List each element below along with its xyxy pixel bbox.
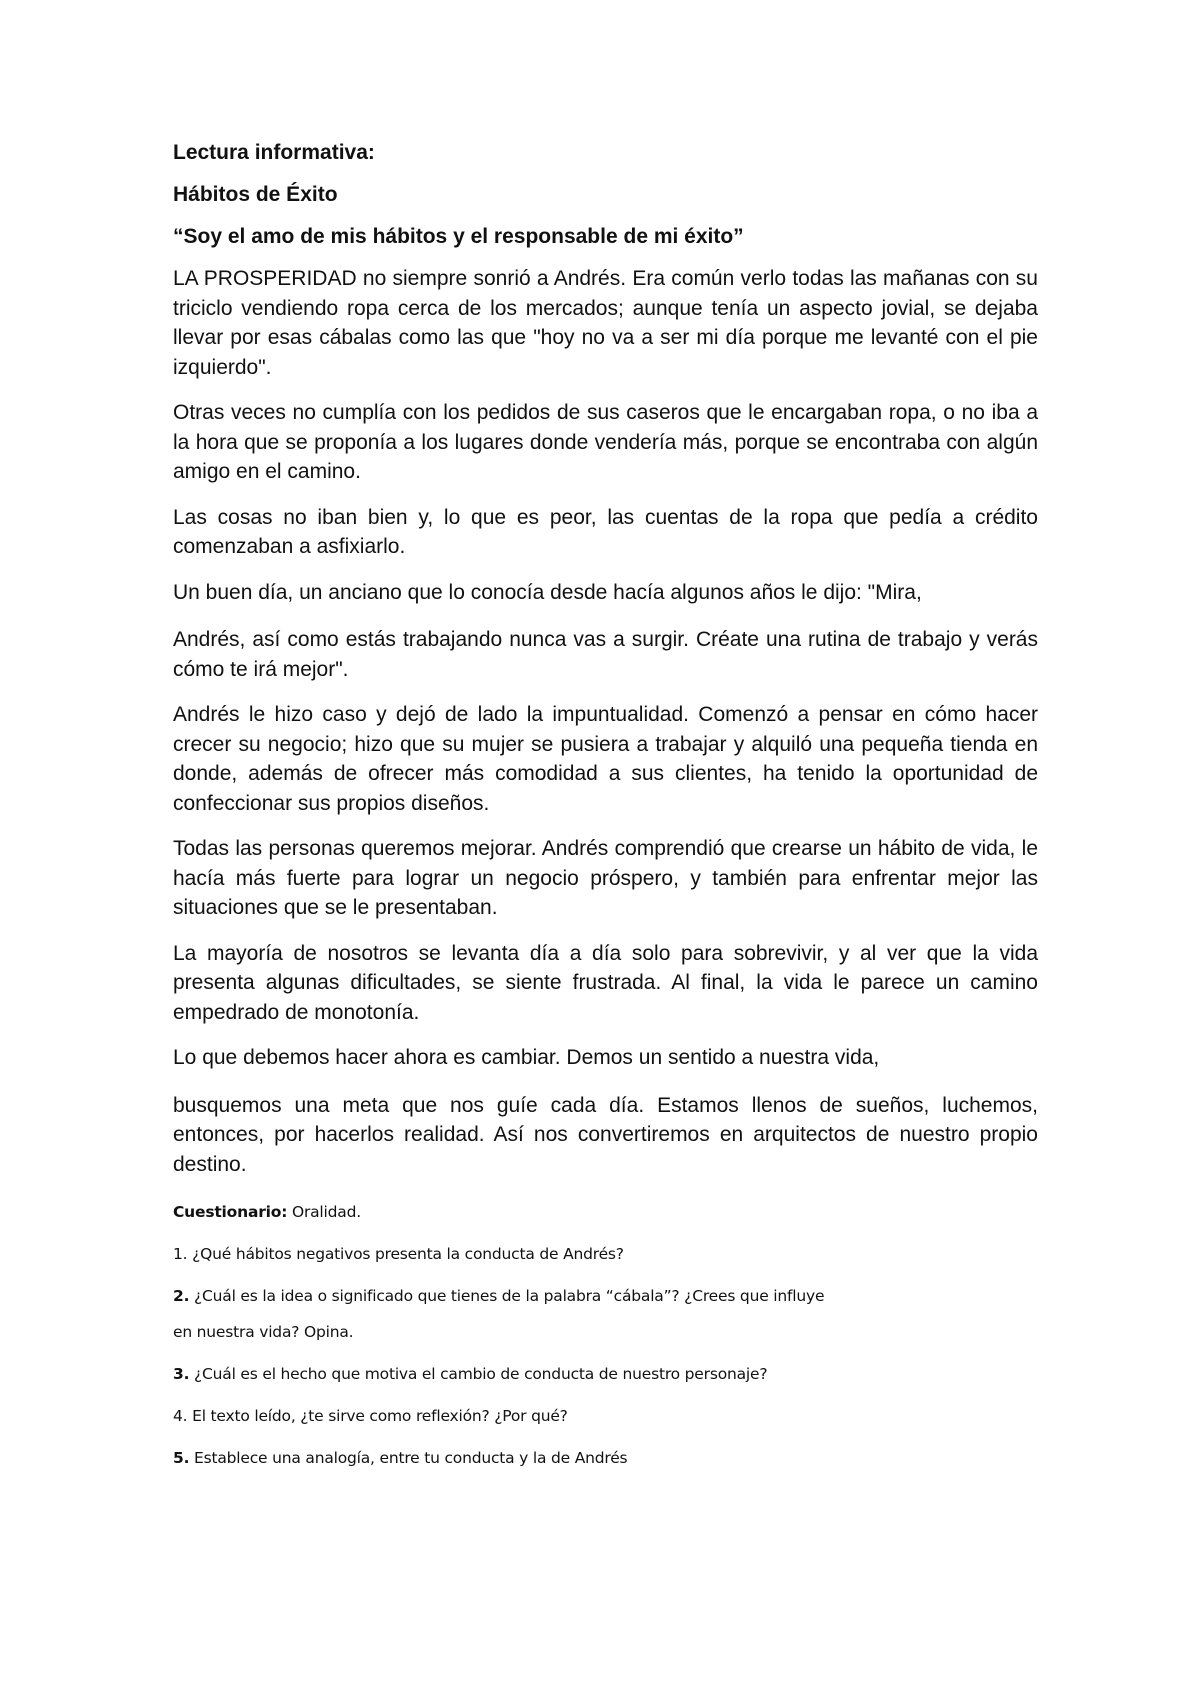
question-5-text: Establece una analogía, entre tu conducta y la de Andrés — [189, 1449, 628, 1467]
question-1-number: 1. — [173, 1245, 188, 1263]
question-4-number: 4. — [173, 1407, 188, 1425]
paragraph-4: Un buen día, un anciano que lo conocía desde hacía algunos años le dijo: "Mira, — [173, 580, 922, 604]
paragraph-1: LA PROSPERIDAD no siempre sonrió a Andrés. Era común verlo todas las mañanas con su triciclo vendiendo ropa cerca de los mercados; aunque tenía un aspecto jovial, se dejaba llevar por esas cábalas como las que "hoy no va a ser mi día porque me levanté con el pie izquierdo". — [173, 267, 1038, 379]
question-5-number: 5. — [173, 1449, 190, 1467]
paragraph-2: Otras veces no cumplía con los pedidos de sus caseros que le encargaban ropa, o no iba a la hora que se proponía a los lugares donde vendería más, porque se encontraba con algún amigo en el camino. — [173, 401, 1038, 483]
paragraph-3: Las cosas no iban bien y, lo que es peor, las cuentas de la ropa que pedía a crédito comenzaban a asfixiarlo. — [173, 505, 1038, 558]
question-2 — [173, 1285, 1038, 1307]
questionnaire-title-label: Cuestionario: — [173, 1203, 288, 1221]
question-4 — [173, 1405, 1038, 1427]
paragraph-7: Todas las personas queremos mejorar. Andrés comprendió que crearse un hábito de vida, le hacía más fuerte para lograr un negocio próspero, y también para enfrentar mejor las situaciones que se le presentaban. — [173, 837, 1038, 919]
paragraph-10: busquemos una meta que nos guíe cada día. Estamos llenos de sueños, luchemos, entonces, por hacerlos realidad. Así nos convertiremos en arquitectos de nuestro propio destino. — [173, 1093, 1038, 1176]
question-4-text: El texto leído, ¿te sirve como reflexión? ¿Por qué? — [187, 1407, 568, 1425]
reading-title: Hábitos de Éxito — [173, 183, 338, 206]
question-3-text: ¿Cuál es el hecho que motiva el cambio de conducta de nuestro personaje? — [189, 1365, 768, 1383]
reading-type-heading: Lectura informativa: — [173, 141, 375, 164]
question-1-text: ¿Qué hábitos negativos presenta la conducta de Andrés? — [187, 1245, 624, 1263]
question-1 — [173, 1243, 1038, 1265]
paragraph-9: Lo que debemos hacer ahora es cambiar. Demos un sentido a nuestra vida, — [173, 1046, 880, 1069]
reading-quote: “Soy el amo de mis hábitos y el responsable de mi éxito” — [173, 225, 744, 248]
question-5 — [173, 1447, 1038, 1469]
paragraph-6: Andrés le hizo caso y dejó de lado la impuntualidad. Comenzó a pensar en cómo hacer crecer su negocio; hizo que su mujer se pusiera a trabajar y alquiló una pequeña tienda en donde, además de ofrecer más comodidad a sus clientes, ha tenido la oportunidad de confeccionar sus propios diseños. — [173, 703, 1038, 815]
question-3-number: 3. — [173, 1365, 190, 1383]
question-2-text: ¿Cuál es la idea o significado que tienes de la palabra “cábala”? ¿Crees que influye — [189, 1287, 825, 1305]
question-2-continuation: en nuestra vida? Opina. — [173, 1323, 354, 1341]
question-2-number: 2. — [173, 1287, 190, 1305]
questionnaire-title — [173, 1201, 1038, 1223]
question-3 — [173, 1363, 1038, 1385]
document-page — [173, 140, 1038, 1489]
paragraph-8: La mayoría de nosotros se levanta día a día solo para sobrevivir, y al ver que la vida presenta algunas dificultades, se siente frustrada. Al final, la vida le parece un camino empedrado de monotonía. — [173, 941, 1038, 1024]
paragraph-5: Andrés, así como estás trabajando nunca vas a surgir. Créate una rutina de trabajo y verás cómo te irá mejor". — [173, 628, 1038, 681]
questionnaire-title-subject: Oralidad. — [287, 1203, 361, 1221]
